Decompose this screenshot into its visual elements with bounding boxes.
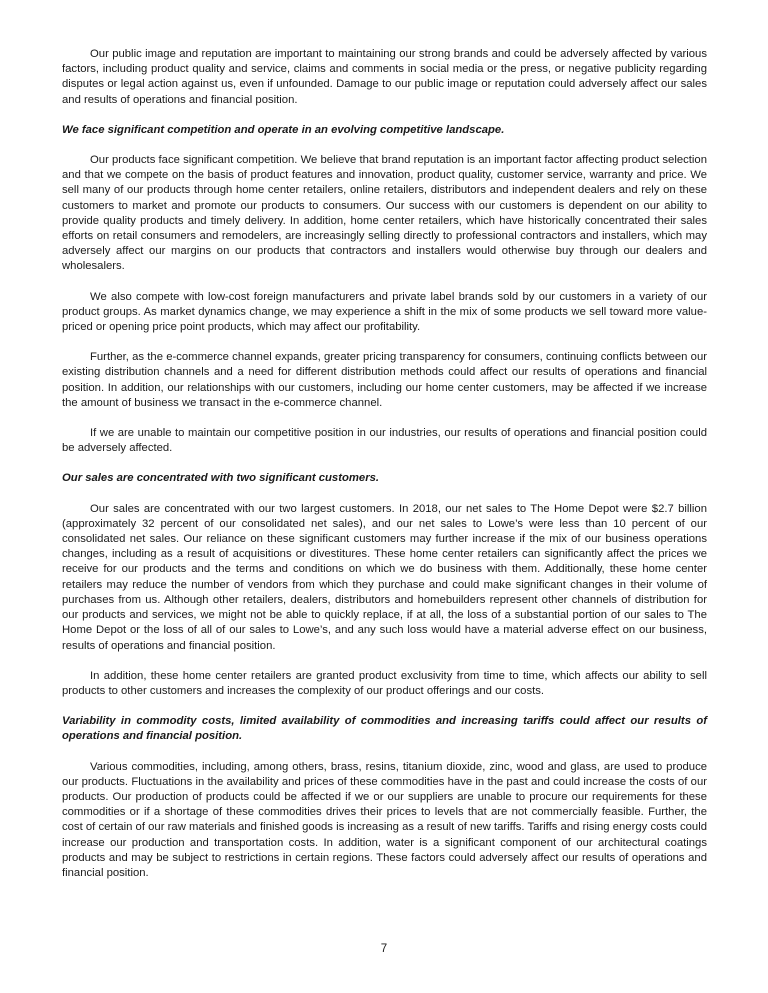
heading-competition: We face significant competition and operate in an evolving competitive landscape.: [62, 123, 505, 136]
paragraph-e-commerce: Further, as the e-commerce channel expands, greater pricing transparency for consumers, continuing conflicts between our existing distribution channels and a need for different distribution methods could affect our results of operations and financial position. In addition, our relationships with our customers, including our home center customers, may be affected if we increase the amount of business we transact in the e-commerce channel.: [62, 351, 707, 409]
heading-commodity-costs: Variability in commodity costs, limited availability of commodities and increasing tariffs could affect our results of operations and financial position.: [62, 715, 707, 743]
paragraph-competitive-position: If we are unable to maintain our competitive position in our industries, our results of operations and financial position could be adversely affected.: [62, 427, 707, 455]
paragraph-commodities: Various commodities, including, among others, brass, resins, titanium dioxide, zinc, wood and glass, are used to produce our products. Fluctuations in the availability and prices of these commodities have in the past and could increase the costs of our products. Our production of products could be affected if we or our suppliers are unable to procure our requirements for these commodities or if a shortage of these commodities drives their prices to levels that are not commercially feasible. Further, the cost of certain of our raw materials and finished goods is increasing as a result of new tariffs. Tariffs and rising energy costs could increase our production and transportation costs. In addition, water is a significant component of our architectural coatings products and may be subject to restrictions in certain regions. These factors could adversely affect our results of operations and financial position.: [62, 760, 707, 879]
paragraph-competition-products: Our products face significant competition. We believe that brand reputation is an important factor affecting product selection and that we compete on the basis of product features and innovation, product quality, customer service, warranty and price. We sell many of our products through home center retailers, online retailers, distributors and independent dealers and rely on these customers to market and promote our products to consumers. Our success with our customers is dependent on our ability to provide quality products and timely delivery. In addition, home center retailers, which have historically concentrated their sales efforts on retail consumers and remodelers, are increasingly selling directly to professional contractors and installers, which may adversely affect our margins on our products that contractors and installers would otherwise buy through our dealers and wholesalers.: [62, 154, 707, 273]
paragraph-product-exclusivity: In addition, these home center retailers are granted product exclusivity from time to time, which affects our ability to sell products to other customers and increases the complexity of our product offerings and our costs.: [62, 669, 707, 697]
paragraph-low-cost-competition: We also compete with low-cost foreign manufacturers and private label brands sold by our customers in a variety of our product groups. As market dynamics change, we may experience a shift in the mix of some products we sell toward more value-priced or opening price point products, which may affect our profitability.: [62, 290, 707, 334]
page-number: 7: [380, 943, 388, 955]
paragraph-largest-customers: Our sales are concentrated with our two largest customers. In 2018, our net sales to The Home Depot were $2.7 billion (approximately 32 percent of our consolidated net sales), and our net sales to Lowe’s were less than 10 percent of our consolidated net sales. Our reliance on these significant customers may further increase if the mix of our business operations changes, including as a result of acquisitions or divestitures. These home center retailers can significantly affect the prices we receive for our products and the terms and conditions on which we do business with them. Additionally, these home center retailers may reduce the number of vendors from which they purchase and could make significant changes in their volume of purchases from us. Although other retailers, dealers, distributors and homebuilders represent other channels of distribution for our products and services, we might not be able to quickly replace, if at all, the loss of a substantial portion of our sales to The Home Depot or the loss of all of our sales to Lowe’s, and any such loss would have a material adverse effect on our business, results of operations and financial position.: [62, 502, 707, 652]
document-body: [62, 47, 707, 896]
paragraph-public-image: Our public image and reputation are important to maintaining our strong brands and could be adversely affected by various factors, including product quality and service, claims and comments in social media or the press, or negative publicity regarding disputes or legal action against us, even if unfounded. Damage to our public image or reputation could adversely affect our sales and results of operations and financial position.: [62, 48, 707, 106]
heading-customer-concentration: Our sales are concentrated with two significant customers.: [62, 472, 380, 485]
